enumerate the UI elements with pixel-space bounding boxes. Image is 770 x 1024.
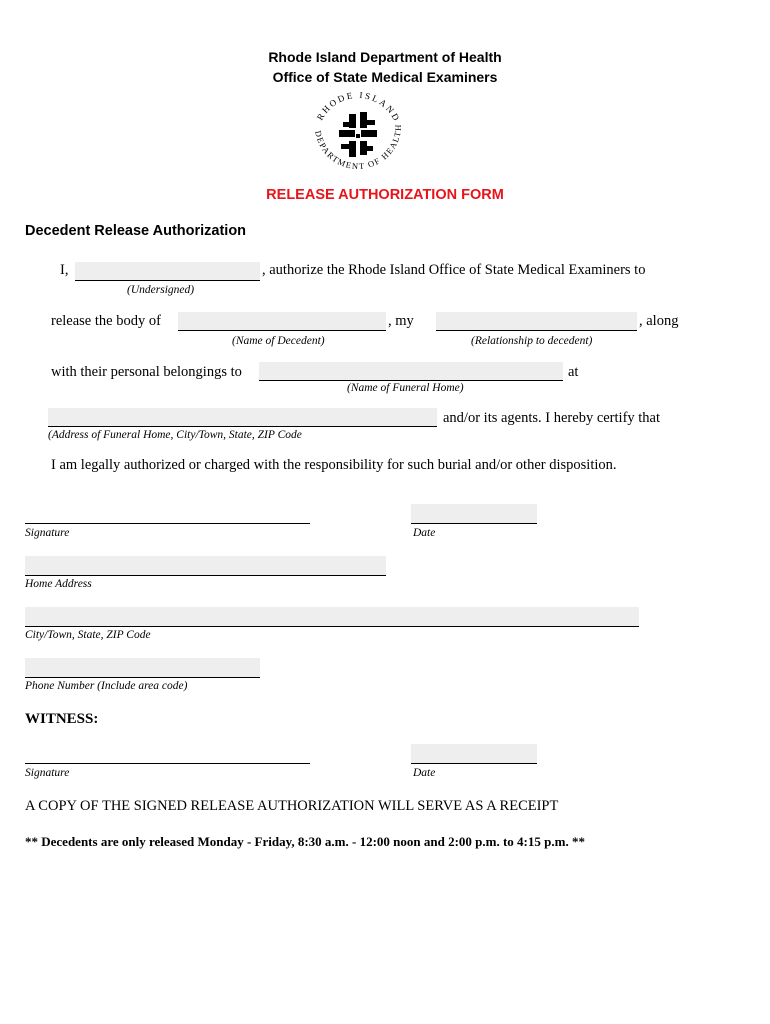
funeral-home-label: (Name of Funeral Home)	[347, 382, 464, 394]
undersigned-label: (Undersigned)	[127, 284, 195, 296]
funeral-home-address-field[interactable]	[48, 408, 437, 427]
witness-signature-label: Signature	[25, 767, 70, 779]
line2-suffix: , along	[639, 313, 679, 329]
witness-signature-line[interactable]	[25, 763, 310, 764]
line2-mid: , my	[388, 313, 414, 329]
funeral-home-address-label: (Address of Funeral Home, City/Town, State, ZIP Code	[48, 429, 302, 441]
relationship-field[interactable]	[436, 312, 637, 331]
signature-label: Signature	[25, 527, 70, 539]
svg-text:DEPARTMENT OF HEALTH: DEPARTMENT OF HEALTH	[313, 123, 404, 172]
line4-suffix: and/or its agents. I hereby certify that	[443, 410, 661, 426]
witness-date-field[interactable]	[411, 744, 537, 764]
department-name: Rhode Island Department of Health	[268, 49, 502, 65]
date-label: Date	[413, 527, 436, 539]
city-state-zip-field[interactable]	[25, 607, 639, 627]
funeral-home-field[interactable]	[259, 362, 563, 381]
phone-label: Phone Number (Include area code)	[25, 680, 188, 692]
witness-title: WITNESS:	[25, 711, 99, 727]
line3-suffix: at	[568, 364, 579, 380]
line1-prefix: I,	[60, 262, 69, 278]
relationship-label: (Relationship to decedent)	[471, 335, 593, 347]
decedent-name-label: (Name of Decedent)	[232, 335, 325, 347]
signature-line[interactable]	[25, 523, 310, 524]
certification-text: I am legally authorized or charged with the responsibility for such burial and/or other disposition.	[51, 457, 617, 473]
office-name: Office of State Medical Examiners	[272, 69, 498, 85]
line1-suffix: , authorize the Rhode Island Office of State Medical Examiners to	[262, 262, 646, 278]
undersigned-field[interactable]	[75, 262, 260, 281]
phone-field[interactable]	[25, 658, 260, 678]
home-address-label: Home Address	[25, 578, 92, 590]
section-title: Decedent Release Authorization	[25, 223, 247, 239]
line3-prefix: with their personal belongings to	[51, 364, 242, 380]
receipt-note: A COPY OF THE SIGNED RELEASE AUTHORIZATION WILL SERVE AS A RECEIPT	[25, 798, 559, 814]
ri-health-seal-icon	[305, 86, 411, 186]
home-address-field[interactable]	[25, 556, 386, 576]
svg-text:RHODE ISLAND: RHODE ISLAND	[314, 89, 403, 125]
date-field[interactable]	[411, 504, 537, 524]
form-title: RELEASE AUTHORIZATION FORM	[266, 187, 504, 203]
city-state-zip-label: City/Town, State, ZIP Code	[25, 629, 151, 641]
decedent-name-field[interactable]	[178, 312, 386, 331]
witness-date-label: Date	[413, 767, 436, 779]
release-hours-note: ** Decedents are only released Monday - Friday, 8:30 a.m. - 12:00 noon and 2:00 p.m. to 4:15 p.m. **	[25, 834, 585, 849]
line2-prefix: release the body of	[51, 313, 161, 329]
